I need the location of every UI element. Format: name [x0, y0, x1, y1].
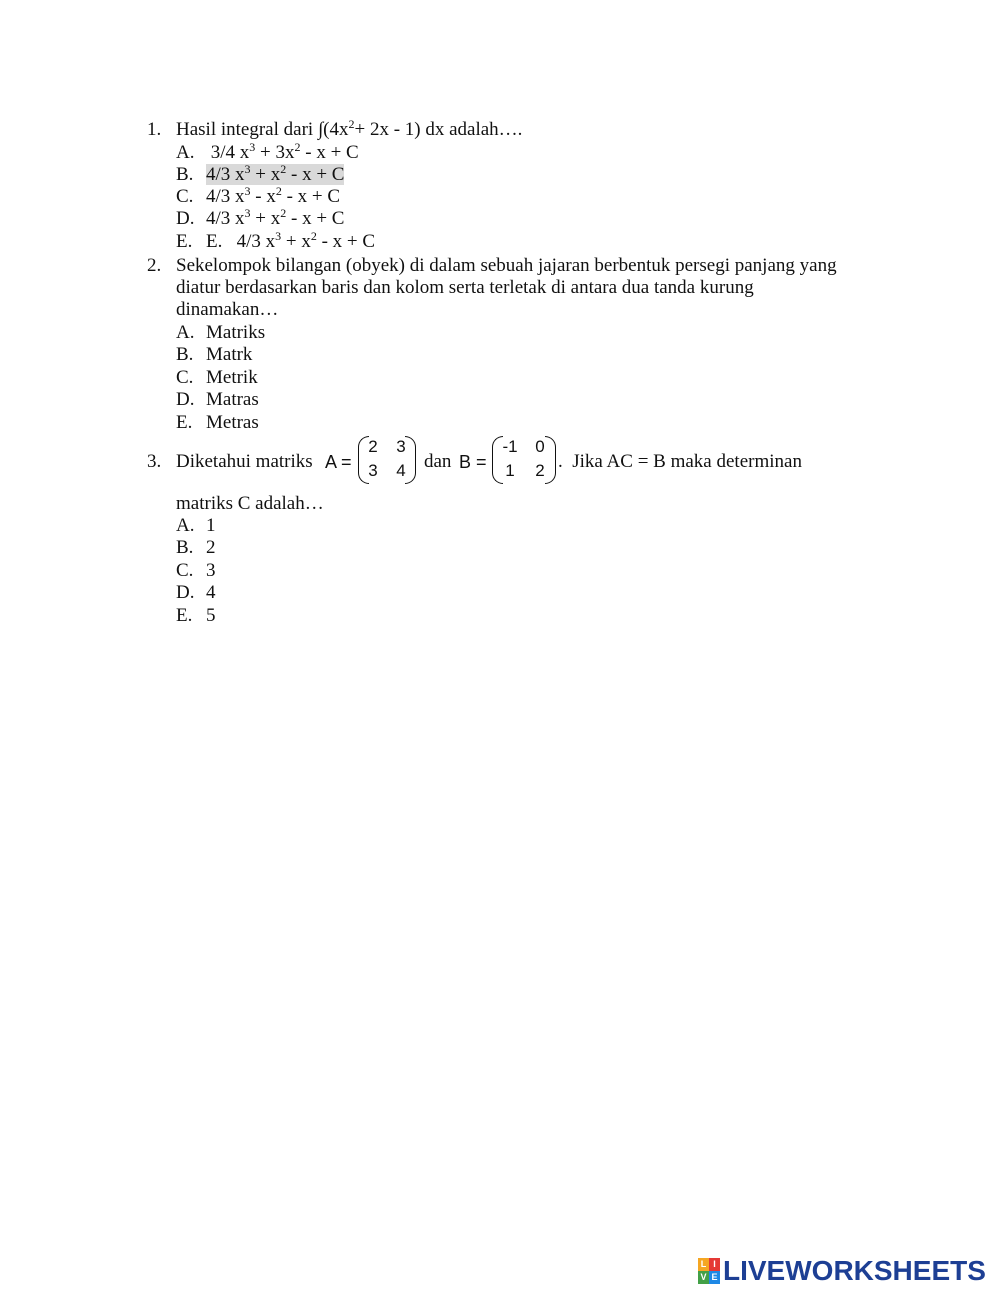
- matrix-a: [358, 436, 416, 482]
- matrix-cell: 0: [535, 437, 545, 456]
- matrix-cell: 1: [505, 461, 515, 480]
- option-b[interactable]: B. 4/3 $x^3 + x^2 - x + C$: [176, 162, 345, 185]
- liveworksheets-icon: L I V E: [698, 1258, 720, 1284]
- question-stem-line-2: matriks C adalah…: [176, 493, 324, 514]
- question-number: 3.: [147, 451, 162, 472]
- question-number: 1.: [147, 119, 162, 140]
- connector-text: dan: [424, 451, 452, 472]
- matrix-cell: 3: [396, 437, 406, 456]
- logo-text: LIVEWORKSHEETS: [723, 1255, 986, 1286]
- matrix-cell: -1: [502, 437, 518, 456]
- option-d[interactable]: D. Matras: [176, 389, 259, 410]
- option-c[interactable]: C. Metrik: [176, 367, 258, 388]
- matrix-b-label: B =: [459, 452, 487, 472]
- option-a[interactable]: A. 3/4 $x^3 + 3x^2 - x + C$: [176, 140, 359, 163]
- option-a[interactable]: A. Matriks: [176, 322, 266, 343]
- matrix-cell: 3: [368, 461, 378, 480]
- option-d[interactable]: D. 4/3 $x^3 + x^2 - x + C$: [176, 206, 345, 229]
- option-e[interactable]: E. E. 4/3 $x^3 + x^2 - x + C$: [176, 229, 376, 252]
- option-b[interactable]: B. 2: [176, 537, 216, 558]
- option-e[interactable]: E. Metras: [176, 412, 259, 433]
- matrix-cell: 2: [368, 437, 378, 456]
- matrix-a-label: A =: [325, 452, 352, 472]
- matrix-b: [492, 436, 556, 482]
- option-c[interactable]: C. 3: [176, 560, 216, 581]
- question-stem-line-2: diatur berdasarkan baris dan kolom serta terletak di antara dua tanda kurung: [176, 277, 754, 298]
- highlighted-answer: 4/3 $x^3 + x^2 - x + C$: [206, 162, 345, 185]
- option-b[interactable]: B. Matrk: [176, 344, 253, 365]
- option-e[interactable]: E. 5: [176, 605, 216, 626]
- liveworksheets-logo: [698, 1256, 986, 1286]
- question-stem-line-3: dinamakan…: [176, 299, 279, 320]
- question-stem-line-1: Sekelompok bilangan (obyek) di dalam sebuah jajaran berbentuk persegi panjang yang: [176, 255, 837, 276]
- question-stem-prefix: Diketahui matriks: [176, 451, 313, 472]
- matrix-cell: 2: [535, 461, 545, 480]
- integral-symbol: ∫: [317, 119, 324, 140]
- option-c[interactable]: C. 4/3 $x^3 - x^2 - x + C$: [176, 184, 341, 207]
- option-d[interactable]: D. 4: [176, 582, 216, 603]
- matrix-cell: 4: [396, 461, 406, 480]
- question-number: 2.: [147, 255, 162, 276]
- question-stem: Hasil integral dari $\int(4x^2+ 2x - 1)$ dx adalah….: [176, 117, 523, 140]
- question-stem-suffix: . Jika AC = B maka determinan: [558, 451, 802, 472]
- option-a[interactable]: A. 1: [176, 515, 216, 536]
